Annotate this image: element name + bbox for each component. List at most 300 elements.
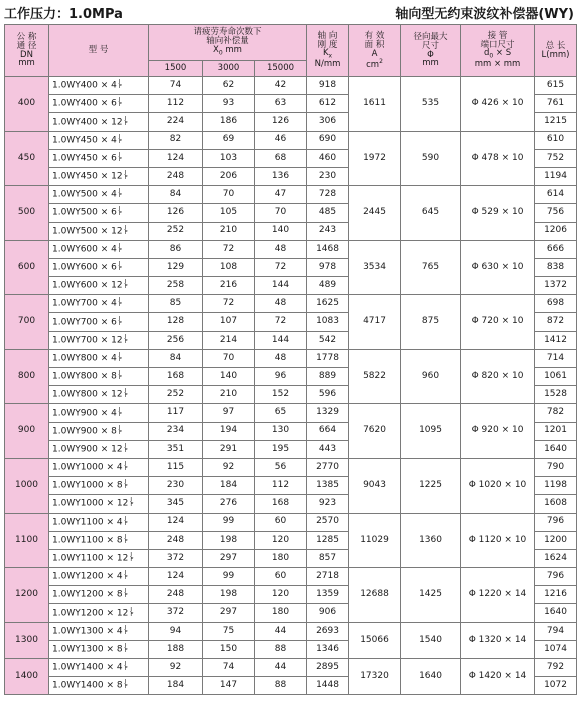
length-cell: 872	[535, 313, 577, 331]
comp-1500-cell: 124	[149, 149, 203, 167]
jf-marker-top: J	[118, 370, 121, 377]
comp-15000-cell: 44	[255, 659, 307, 677]
dn-cell: 1100	[5, 513, 49, 568]
jf-marker-top: J	[124, 515, 127, 522]
length-cell: 1206	[535, 222, 577, 240]
model-label: 1.0WY700 × 12	[52, 335, 123, 346]
comp-1500-cell: 252	[149, 222, 203, 240]
max-diameter-cell: 645	[401, 186, 461, 241]
stiffness-cell: 2693	[307, 622, 349, 640]
model-cell	[49, 131, 149, 149]
length-cell: 1216	[535, 586, 577, 604]
table-header	[5, 25, 577, 77]
length-cell: 1061	[535, 368, 577, 386]
stiffness-cell: 923	[307, 495, 349, 513]
jf-marker	[130, 608, 133, 618]
stiffness-cell: 918	[307, 77, 349, 95]
table-row	[5, 240, 577, 258]
jf-marker-bottom: F	[118, 320, 123, 327]
comp-3000-cell: 105	[203, 204, 255, 222]
comp-3000-cell: 70	[203, 349, 255, 367]
jf-marker	[119, 135, 122, 145]
model-label: 1.0WY600 × 6	[52, 262, 117, 273]
max-diameter-cell: 765	[401, 240, 461, 295]
col-header-dn: 公 称 通 径 DN mm	[5, 25, 49, 77]
comp-1500-cell: 74	[149, 77, 203, 95]
jf-marker-bottom: F	[124, 229, 128, 236]
length-cell: 1201	[535, 422, 577, 440]
dn-cell: 1300	[5, 622, 49, 658]
page-header	[0, 0, 580, 24]
model-label: 1.0WY400 × 12	[52, 117, 123, 127]
model-label: 1.0WY1300 × 8	[52, 644, 123, 655]
comp-1500-cell: 112	[149, 95, 203, 113]
jf-marker	[119, 153, 122, 163]
model-cell	[49, 331, 149, 349]
model-cell	[49, 113, 149, 131]
comp-3000-cell: 184	[203, 477, 255, 495]
jf-marker-bottom: F	[124, 520, 128, 527]
comp-3000-cell: 97	[203, 404, 255, 422]
area-cell: 3534	[349, 240, 401, 295]
comp-15000-cell: 48	[255, 295, 307, 313]
pipe-end-cell: Φ 630 × 10	[461, 240, 535, 295]
comp-3000-cell: 198	[203, 586, 255, 604]
comp-15000-cell: 96	[255, 368, 307, 386]
table-row	[5, 77, 577, 95]
jf-marker-top: J	[118, 188, 121, 195]
comp-1500-cell: 92	[149, 659, 203, 677]
comp-1500-cell: 351	[149, 440, 203, 458]
comp-1500-cell: 252	[149, 386, 203, 404]
comp-1500-cell: 126	[149, 204, 203, 222]
length-cell: 761	[535, 95, 577, 113]
jf-marker-bottom: F	[118, 211, 123, 218]
model-label: 1.0WY800 × 4	[52, 353, 117, 364]
max-diameter-cell: 1360	[401, 513, 461, 568]
comp-15000-cell: 112	[255, 477, 307, 495]
model-label: 1.0WY1200 × 8	[52, 589, 123, 600]
stiffness-cell: 1083	[307, 313, 349, 331]
table-row	[5, 659, 577, 677]
comp-1500-cell: 85	[149, 295, 203, 313]
table-body	[5, 77, 577, 695]
length-cell: 796	[535, 568, 577, 586]
comp-1500-cell: 115	[149, 458, 203, 476]
length-cell: 790	[535, 458, 577, 476]
area-cell: 9043	[349, 458, 401, 513]
comp-15000-cell: 60	[255, 568, 307, 586]
jf-marker-bottom: F	[118, 193, 123, 200]
model-cell	[49, 477, 149, 495]
comp-3000-cell: 206	[203, 167, 255, 185]
comp-15000-cell: 72	[255, 258, 307, 276]
length-cell: 1640	[535, 604, 577, 622]
area-cell: 7620	[349, 404, 401, 459]
jf-marker-bottom: F	[124, 484, 128, 491]
jf-marker	[119, 207, 122, 217]
model-cell	[49, 495, 149, 513]
model-cell	[49, 95, 149, 113]
jf-marker	[130, 553, 133, 563]
stiffness-cell: 1778	[307, 349, 349, 367]
jf-marker-top: J	[118, 315, 121, 322]
length-cell: 1372	[535, 277, 577, 295]
jf-marker-bottom: F	[124, 575, 128, 582]
comp-3000-cell: 62	[203, 77, 255, 95]
table-row	[5, 568, 577, 586]
jf-marker-bottom: F	[124, 629, 128, 636]
model-cell	[49, 77, 149, 95]
length-cell: 1215	[535, 113, 577, 131]
stiffness-cell: 906	[307, 604, 349, 622]
dn-cell: 600	[5, 240, 49, 295]
comp-15000-cell: 140	[255, 222, 307, 240]
comp-3000-cell: 74	[203, 659, 255, 677]
comp-1500-cell: 372	[149, 604, 203, 622]
stiffness-cell: 1468	[307, 240, 349, 258]
stiffness-cell: 664	[307, 422, 349, 440]
table-row	[5, 295, 577, 313]
model-cell	[49, 295, 149, 313]
model-cell	[49, 640, 149, 658]
comp-3000-cell: 107	[203, 313, 255, 331]
model-label: 1.0WY900 × 12	[52, 444, 123, 455]
comp-3000-cell: 276	[203, 495, 255, 513]
comp-3000-cell: 70	[203, 186, 255, 204]
comp-1500-cell: 248	[149, 167, 203, 185]
comp-15000-cell: 152	[255, 386, 307, 404]
comp-3000-cell: 93	[203, 95, 255, 113]
comp-15000-cell: 180	[255, 604, 307, 622]
model-cell	[49, 586, 149, 604]
jf-marker	[125, 171, 128, 181]
table-row	[5, 622, 577, 640]
table-row	[5, 131, 577, 149]
model-cell	[49, 258, 149, 276]
jf-marker-bottom: F	[124, 284, 128, 291]
jf-marker-bottom: F	[130, 557, 134, 563]
jf-marker-top: J	[124, 661, 127, 668]
model-cell	[49, 204, 149, 222]
comp-3000-cell: 297	[203, 604, 255, 622]
jf-marker-top: J	[118, 97, 121, 104]
model-cell	[49, 458, 149, 476]
pipe-end-cell: Φ 720 × 10	[461, 295, 535, 350]
model-label: 1.0WY1000 × 8	[52, 480, 123, 491]
comp-3000-cell: 194	[203, 422, 255, 440]
jf-marker-bottom: F	[118, 247, 123, 254]
jf-marker-top: J	[118, 79, 121, 86]
pipe-end-cell: Φ 820 × 10	[461, 349, 535, 404]
model-label: 1.0WY1100 × 12	[52, 553, 129, 564]
model-cell	[49, 313, 149, 331]
length-cell: 666	[535, 240, 577, 258]
length-cell: 1608	[535, 495, 577, 513]
model-label: 1.0WY1300 × 4	[52, 626, 123, 637]
model-label: 1.0WY450 × 12	[52, 171, 123, 182]
model-label: 1.0WY500 × 6	[52, 207, 117, 218]
area-cell: 17320	[349, 659, 401, 695]
col-header-pipe-end: 接 管 端口尺寸 $d_0 \times S$ mm × mm	[461, 25, 535, 77]
length-cell: 698	[535, 295, 577, 313]
stiffness-cell: 485	[307, 204, 349, 222]
model-cell	[49, 404, 149, 422]
jf-marker-top: J	[118, 351, 121, 358]
max-diameter-cell: 535	[401, 77, 461, 132]
jf-marker	[125, 535, 128, 545]
length-cell: 792	[535, 659, 577, 677]
area-cell: 1611	[349, 77, 401, 132]
comp-15000-cell: 120	[255, 586, 307, 604]
table-row	[5, 458, 577, 476]
model-cell	[49, 186, 149, 204]
col-header-area: 有 效 面 积 A $cm^2$	[349, 25, 401, 77]
jf-marker	[119, 262, 122, 272]
comp-3000-cell: 297	[203, 549, 255, 567]
comp-1500-cell: 94	[149, 622, 203, 640]
comp-1500-cell: 230	[149, 477, 203, 495]
jf-marker-top: J	[118, 406, 121, 413]
length-cell: 756	[535, 204, 577, 222]
col-header-model: 型 号	[49, 25, 149, 77]
jf-marker	[125, 335, 128, 345]
table-row	[5, 186, 577, 204]
model-label: 1.0WY1100 × 4	[52, 517, 123, 528]
jf-marker-top: J	[118, 151, 121, 158]
max-diameter-cell: 960	[401, 349, 461, 404]
jf-marker-top: J	[124, 461, 127, 468]
dn-cell: 1000	[5, 458, 49, 513]
pipe-end-cell: Φ 478 × 10	[461, 131, 535, 186]
comp-1500-cell: 234	[149, 422, 203, 440]
model-cell	[49, 277, 149, 295]
stiffness-cell: 2718	[307, 568, 349, 586]
model-cell	[49, 549, 149, 567]
jf-marker-top: J	[124, 388, 127, 395]
comp-1500-cell: 84	[149, 349, 203, 367]
comp-3000-cell: 72	[203, 295, 255, 313]
jf-marker-bottom: F	[118, 356, 123, 363]
jf-marker-top: J	[124, 642, 127, 649]
comp-15000-cell: 60	[255, 513, 307, 531]
comp-1500-cell: 372	[149, 549, 203, 567]
comp-15000-cell: 44	[255, 622, 307, 640]
comp-15000-cell: 136	[255, 167, 307, 185]
max-diameter-cell: 1640	[401, 659, 461, 695]
model-label: 1.0WY1200 × 4	[52, 571, 123, 582]
comp-15000-cell: 48	[255, 240, 307, 258]
comp-15000-cell: 195	[255, 440, 307, 458]
comp-3000-cell: 140	[203, 368, 255, 386]
model-label: 1.0WY400 × 4	[52, 80, 117, 91]
max-diameter-cell: 875	[401, 295, 461, 350]
model-cell	[49, 386, 149, 404]
length-cell: 1640	[535, 440, 577, 458]
jf-marker	[119, 317, 122, 327]
jf-marker-top: J	[118, 297, 121, 304]
max-diameter-cell: 1540	[401, 622, 461, 658]
table-row	[5, 513, 577, 531]
dn-cell: 900	[5, 404, 49, 459]
jf-marker-top: J	[124, 533, 127, 540]
comp-3000-cell: 108	[203, 258, 255, 276]
stiffness-cell: 889	[307, 368, 349, 386]
model-label: 1.0WY600 × 4	[52, 244, 117, 255]
length-cell: 714	[535, 349, 577, 367]
pipe-end-cell: Φ 426 × 10	[461, 77, 535, 132]
jf-marker-top: J	[124, 170, 127, 177]
area-cell: 1972	[349, 131, 401, 186]
comp-15000-cell: 72	[255, 313, 307, 331]
comp-1500-cell: 117	[149, 404, 203, 422]
comp-15000-cell: 144	[255, 331, 307, 349]
jf-marker	[125, 117, 128, 127]
pipe-end-cell: Φ 1220 × 14	[461, 568, 535, 623]
jf-marker-top: J	[124, 224, 127, 231]
comp-1500-cell: 128	[149, 313, 203, 331]
stiffness-cell: 230	[307, 167, 349, 185]
comp-15000-cell: 180	[255, 549, 307, 567]
comp-1500-cell: 124	[149, 568, 203, 586]
jf-marker-bottom: F	[118, 375, 123, 382]
max-diameter-cell: 1225	[401, 458, 461, 513]
col-header-fatigue: 请疲劳寿命次数下 轴向补偿量 $X_0$ mm	[149, 25, 307, 61]
stiffness-cell: 243	[307, 222, 349, 240]
comp-1500-cell: 84	[149, 186, 203, 204]
stiffness-cell: 728	[307, 186, 349, 204]
comp-3000-cell: 198	[203, 531, 255, 549]
dn-cell: 700	[5, 295, 49, 350]
model-cell	[49, 222, 149, 240]
stiffness-cell: 542	[307, 331, 349, 349]
comp-1500-cell: 82	[149, 131, 203, 149]
model-cell	[49, 622, 149, 640]
stiffness-cell: 1385	[307, 477, 349, 495]
model-cell	[49, 240, 149, 258]
stiffness-cell: 460	[307, 149, 349, 167]
comp-3000-cell: 186	[203, 113, 255, 131]
length-cell: 610	[535, 131, 577, 149]
comp-1500-cell: 248	[149, 531, 203, 549]
jf-marker-bottom: F	[118, 84, 123, 91]
comp-15000-cell: 88	[255, 677, 307, 695]
stiffness-cell: 443	[307, 440, 349, 458]
stiffness-cell: 978	[307, 258, 349, 276]
comp-15000-cell: 68	[255, 149, 307, 167]
jf-marker-bottom: F	[130, 611, 134, 618]
jf-marker-bottom: F	[118, 411, 123, 418]
area-cell: 12688	[349, 568, 401, 623]
model-cell	[49, 149, 149, 167]
jf-marker	[125, 571, 128, 581]
comp-1500-cell: 188	[149, 640, 203, 658]
model-label: 1.0WY800 × 8	[52, 371, 117, 382]
comp-15000-cell: 144	[255, 277, 307, 295]
jf-marker-top: J	[130, 497, 132, 504]
comp-1500-cell: 168	[149, 368, 203, 386]
jf-marker-bottom: F	[124, 684, 128, 691]
jf-marker-top: J	[124, 333, 127, 340]
max-diameter-cell: 590	[401, 131, 461, 186]
length-cell: 614	[535, 186, 577, 204]
model-cell	[49, 167, 149, 185]
model-label: 1.0WY500 × 12	[52, 226, 123, 237]
comp-15000-cell: 88	[255, 640, 307, 658]
jf-marker-top: J	[124, 442, 127, 449]
comp-1500-cell: 129	[149, 258, 203, 276]
comp-3000-cell: 214	[203, 331, 255, 349]
model-label: 1.0WY700 × 6	[52, 317, 117, 328]
jf-marker	[125, 626, 128, 636]
model-cell	[49, 604, 149, 622]
model-label: 1.0WY1400 × 4	[52, 662, 123, 673]
jf-marker-top: J	[124, 624, 127, 631]
jf-marker	[125, 480, 128, 490]
jf-marker	[125, 589, 128, 599]
stiffness-cell: 489	[307, 277, 349, 295]
jf-marker	[130, 498, 133, 508]
model-label: 1.0WY450 × 6	[52, 153, 117, 164]
jf-marker	[125, 462, 128, 472]
stiffness-cell: 2895	[307, 659, 349, 677]
jf-marker-bottom: F	[118, 266, 123, 272]
jf-marker	[125, 280, 128, 290]
jf-marker	[119, 408, 122, 418]
jf-marker	[119, 80, 122, 90]
jf-marker	[125, 680, 128, 690]
jf-marker-top: J	[118, 242, 121, 249]
comp-15000-cell: 46	[255, 131, 307, 149]
jf-marker-bottom: F	[124, 538, 128, 545]
stiffness-cell: 2770	[307, 458, 349, 476]
jf-marker	[125, 226, 128, 236]
comp-1500-cell: 184	[149, 677, 203, 695]
length-cell: 1528	[535, 386, 577, 404]
jf-marker-top: J	[124, 279, 127, 286]
jf-marker-bottom: F	[130, 502, 134, 509]
jf-marker-bottom: F	[124, 466, 128, 473]
jf-marker-bottom: F	[118, 302, 123, 309]
comp-15000-cell: 47	[255, 186, 307, 204]
pipe-end-cell: Φ 529 × 10	[461, 186, 535, 241]
model-label: 1.0WY600 × 12	[52, 280, 123, 291]
comp-3000-cell: 150	[203, 640, 255, 658]
jf-marker-bottom: F	[124, 647, 128, 654]
comp-15000-cell: 56	[255, 458, 307, 476]
max-diameter-cell: 1095	[401, 404, 461, 459]
length-cell: 1074	[535, 640, 577, 658]
jf-marker-top: J	[124, 115, 127, 122]
length-cell: 794	[535, 622, 577, 640]
spec-table	[4, 24, 577, 695]
area-cell: 5822	[349, 349, 401, 404]
comp-1500-cell: 86	[149, 240, 203, 258]
length-cell: 615	[535, 77, 577, 95]
jf-marker	[119, 244, 122, 254]
pipe-end-cell: Φ 920 × 10	[461, 404, 535, 459]
col-header-3000: 3000	[203, 61, 255, 77]
max-diameter-cell: 1425	[401, 568, 461, 623]
jf-marker-bottom: F	[124, 393, 128, 400]
model-label: 1.0WY450 × 4	[52, 135, 117, 146]
jf-marker	[125, 389, 128, 399]
comp-1500-cell: 256	[149, 331, 203, 349]
length-cell: 782	[535, 404, 577, 422]
pipe-end-cell: Φ 1320 × 14	[461, 622, 535, 658]
comp-3000-cell: 291	[203, 440, 255, 458]
jf-marker-top: J	[124, 479, 127, 486]
